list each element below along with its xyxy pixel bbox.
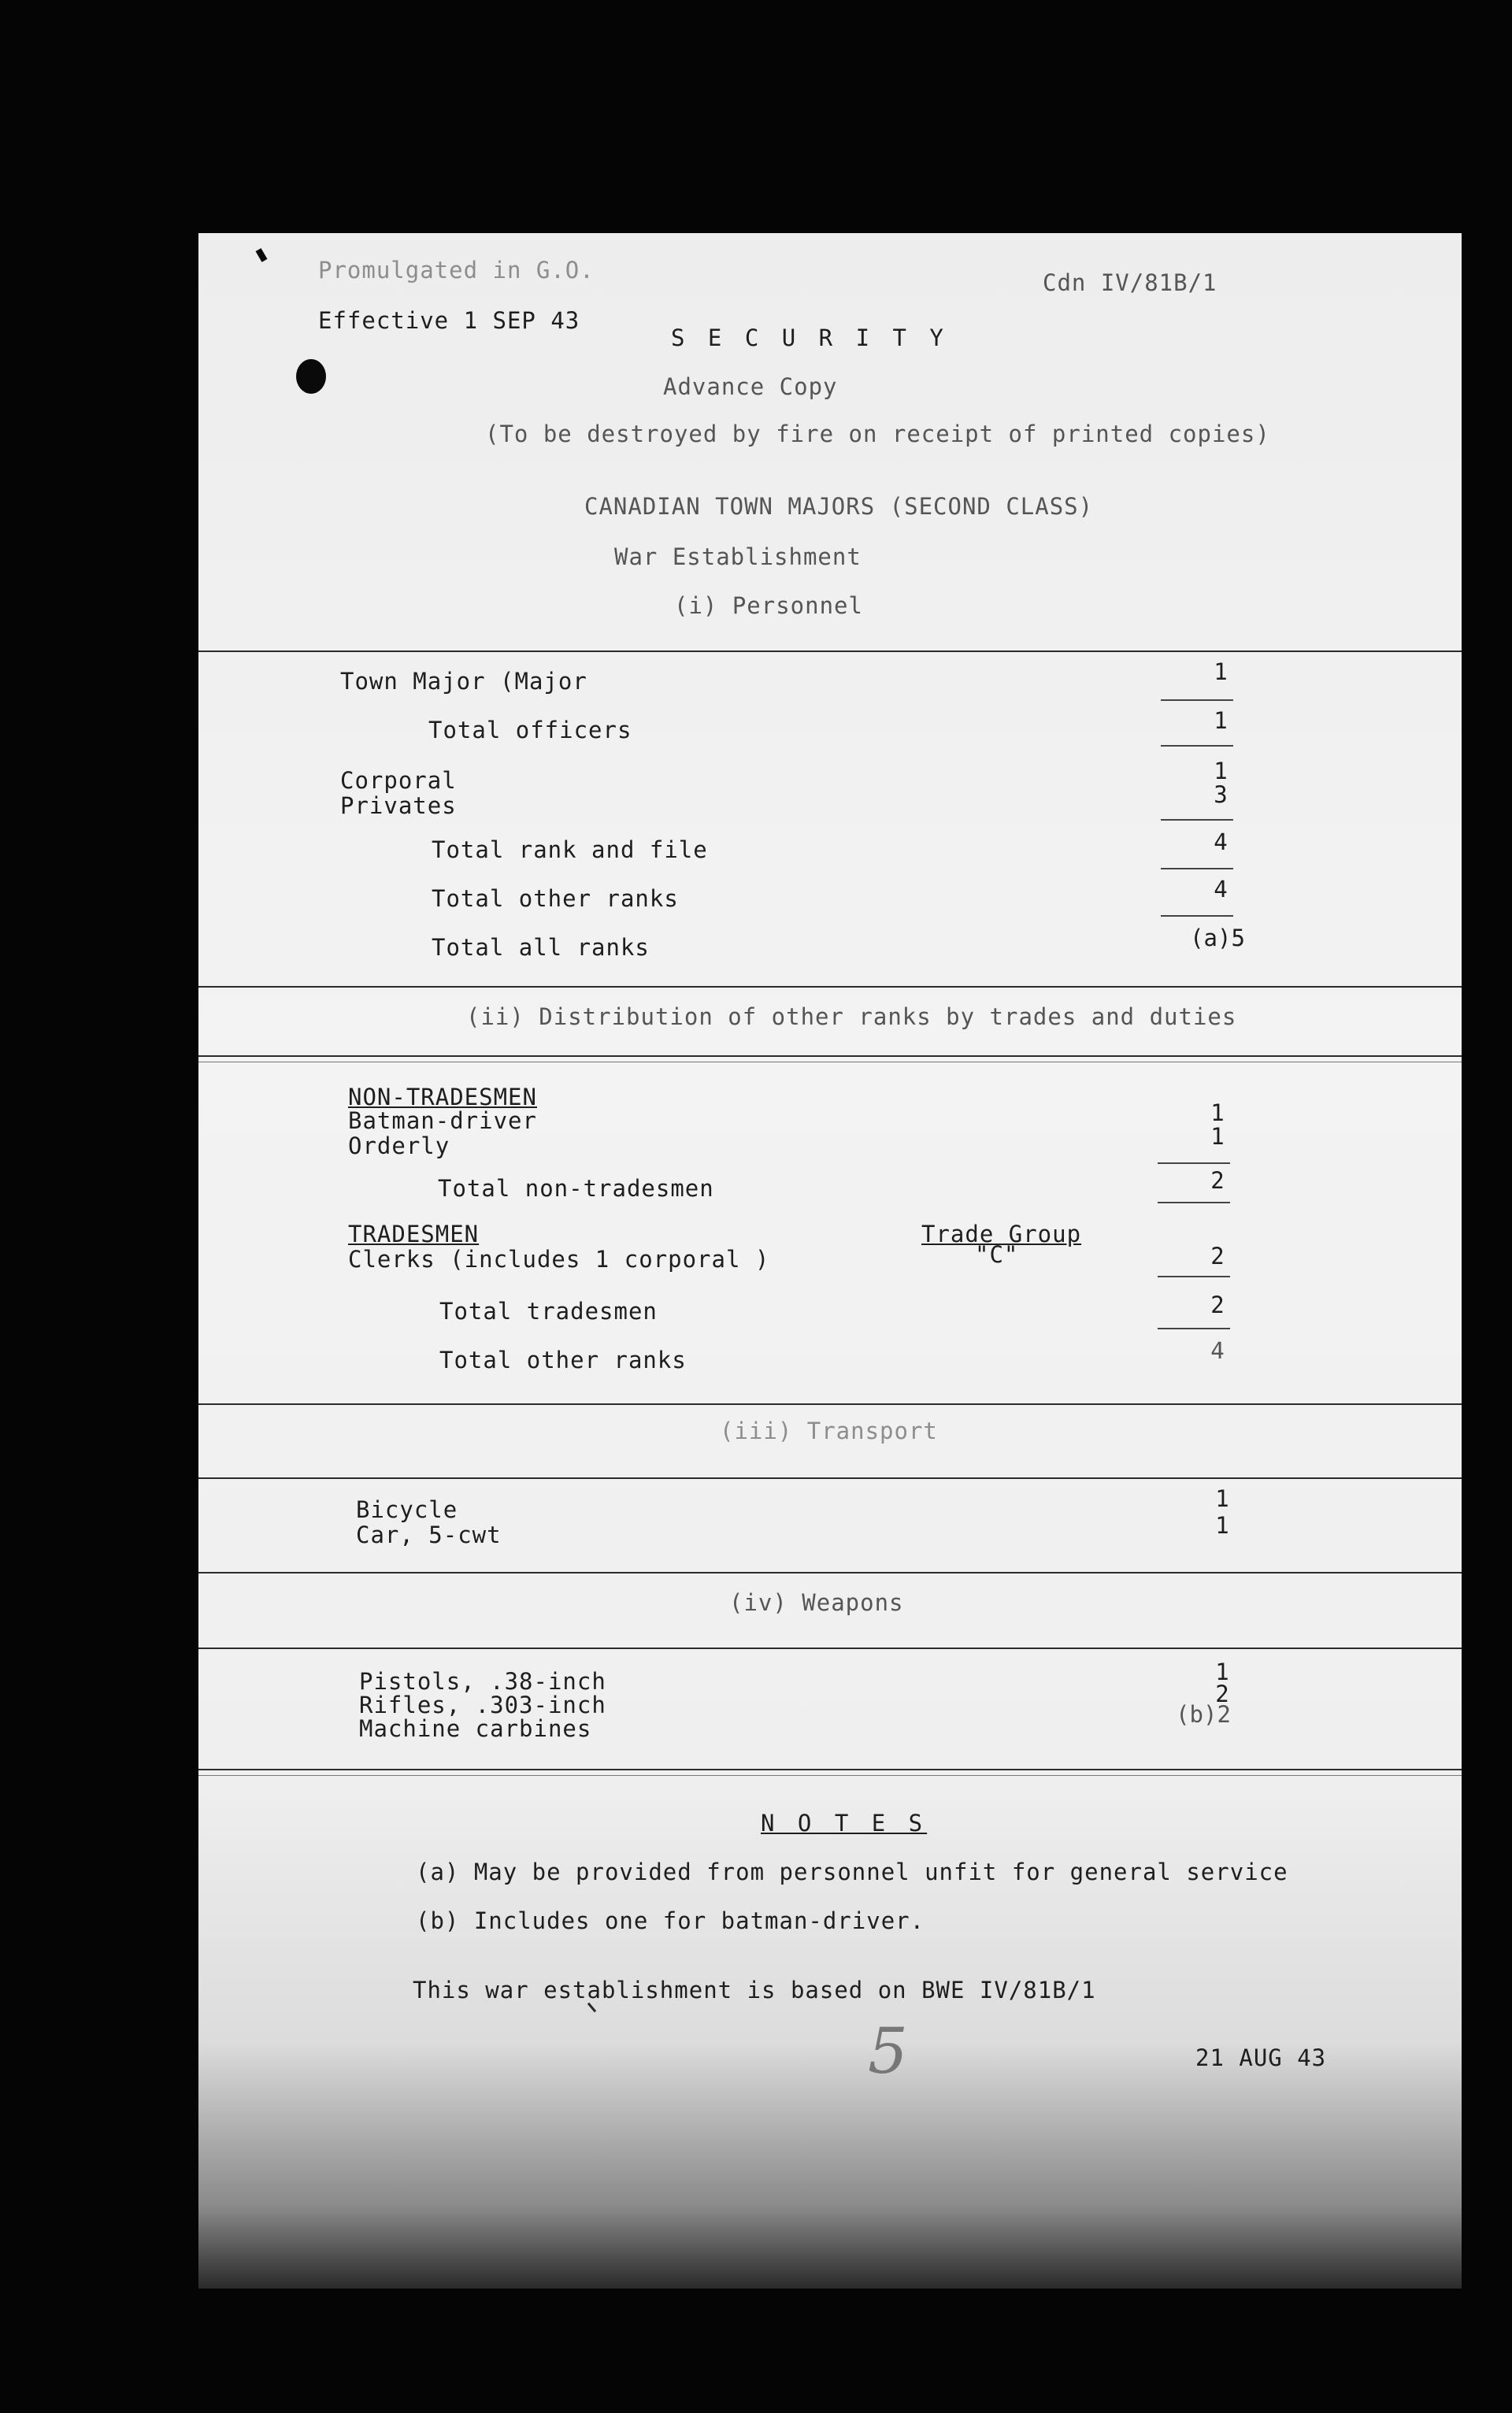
distribution-label: Total other ranks (439, 1347, 687, 1373)
distribution-label: Orderly (348, 1132, 450, 1159)
total-rule (1161, 819, 1233, 821)
security-heading: S E C U R I T Y (671, 324, 948, 351)
weapons-label: Pistols, .38-inch (359, 1668, 606, 1695)
personnel-label: Corporal (340, 767, 457, 794)
personnel-value: 4 (1214, 828, 1228, 855)
weapons-value: 2 (1215, 1681, 1229, 1707)
distribution-value: 2 (1210, 1243, 1225, 1270)
war-establishment: War Establishment (614, 543, 862, 570)
section-divider (198, 1477, 1462, 1479)
section-divider (198, 1572, 1462, 1573)
distribution-label: Clerks (includes 1 corporal ) (348, 1246, 770, 1273)
personnel-label: Total other ranks (432, 885, 679, 912)
transport-label: Car, 5-cwt (356, 1522, 502, 1548)
distribution-value: 1 (1210, 1123, 1225, 1150)
note-item: (b) Includes one for batman-driver. (416, 1907, 925, 1934)
personnel-label: Total all ranks (432, 934, 650, 961)
total-rule (1158, 1276, 1230, 1277)
distribution-value: 1 (1210, 1099, 1225, 1126)
personnel-label: Privates (340, 792, 457, 819)
handwritten-page-number: 5 (868, 2015, 908, 2088)
weapons-label: Machine carbines (359, 1715, 592, 1742)
distribution-label: Total tradesmen (439, 1298, 658, 1325)
distribution-label: Batman-driver (348, 1107, 537, 1134)
destroy-instruction: (To be destroyed by fire on receipt of printed copies) (485, 421, 1270, 447)
distribution-value: 2 (1210, 1292, 1225, 1318)
personnel-value: 1 (1214, 758, 1228, 784)
personnel-value: 1 (1214, 658, 1228, 685)
personnel-label: Town Major (Major (340, 668, 587, 695)
ink-mark (587, 2003, 596, 2013)
note-item: (a) May be provided from personnel unfit for general service (416, 1859, 1288, 1885)
section-divider (198, 986, 1462, 988)
section-divider (198, 1055, 1462, 1057)
distribution-heading: (ii) Distribution of other ranks by trades and duties (466, 1003, 1237, 1030)
weapons-value: (b)2 (1176, 1701, 1231, 1728)
notes-heading: N O T E S (761, 1810, 928, 1837)
distribution-label: Total non-tradesmen (438, 1175, 714, 1202)
basis-statement: This war establishment is based on BWE IV/81B/1 (413, 1977, 1096, 2003)
distribution-value: 4 (1210, 1337, 1225, 1364)
advance-copy: Advance Copy (663, 373, 838, 400)
section-divider-secondary (198, 1775, 1462, 1776)
document-reference: Cdn IV/81B/1 (1043, 269, 1217, 296)
promulgated-stamp: Promulgated in G.O. (318, 257, 595, 284)
weapons-value: 1 (1215, 1659, 1229, 1685)
document-page (198, 233, 1462, 2289)
personnel-value: 3 (1214, 781, 1228, 808)
transport-value: 1 (1215, 1512, 1229, 1539)
total-rule (1158, 1202, 1230, 1203)
non-tradesmen-heading: NON-TRADESMEN (348, 1084, 537, 1110)
tradesmen-heading: TRADESMEN (348, 1221, 480, 1247)
personnel-heading: (i) Personnel (674, 592, 863, 619)
section-divider (198, 1403, 1462, 1405)
transport-label: Bicycle (356, 1496, 458, 1523)
total-rule (1161, 868, 1233, 869)
total-rule (1161, 699, 1233, 701)
section-divider (198, 1648, 1462, 1649)
personnel-value: (a)5 (1190, 925, 1245, 951)
personnel-label: Total rank and file (432, 836, 708, 863)
transport-heading: (iii) Transport (720, 1418, 938, 1444)
trade-group-value: "C" (975, 1241, 1019, 1268)
section-divider (198, 1769, 1462, 1770)
distribution-value: 2 (1210, 1167, 1225, 1194)
effective-date: Effective 1 SEP 43 (318, 307, 580, 334)
weapons-heading: (iv) Weapons (729, 1589, 904, 1616)
unit-title: CANADIAN TOWN MAJORS (SECOND CLASS) (584, 493, 1094, 520)
total-rule (1158, 1328, 1230, 1329)
total-rule (1161, 915, 1233, 917)
punch-hole (296, 359, 326, 394)
total-rule (1161, 745, 1233, 747)
issue-date: 21 AUG 43 (1195, 2044, 1327, 2071)
personnel-value: 4 (1214, 876, 1228, 903)
total-rule (1158, 1162, 1230, 1164)
transport-value: 1 (1215, 1485, 1229, 1512)
personnel-label: Total officers (428, 717, 632, 743)
weapons-label: Rifles, .303-inch (359, 1692, 606, 1718)
trade-group-heading: Trade Group (921, 1221, 1082, 1247)
personnel-value: 1 (1214, 707, 1228, 734)
section-divider (198, 651, 1462, 652)
ink-mark (256, 248, 268, 262)
